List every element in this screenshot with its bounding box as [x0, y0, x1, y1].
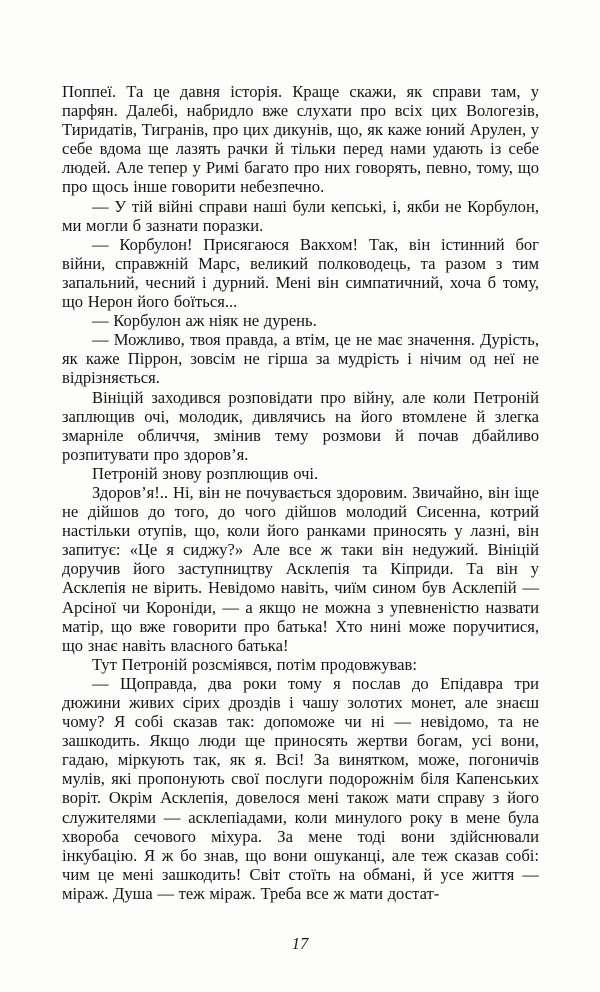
paragraph: — Щоправда, два роки тому я послав до Епідавра три дюжини живих сірих дроздів і чашу золотих монет, але знаєш чому? Я собі сказав так: допоможе чи ні — невідомо, та не зашкодить. Якщо люди ще приносять жертви богам, усі вони, гадаю, міркують так, як я. Всі! За винятком, може, погоничів мулів, які пропонують свої послуги подорожнім біля Капенських воріт. Окрім Асклепія, довелося мені також мати справу з його служителями — асклепіадами, коли минулого року в мене була хвороба сечового міхура. За мене тоді вони здійснювали інкубацію. Я ж бо знав, що вони ошуканці, але теж сказав собі: чим це мені зашкодить! Світ стоїть на обмані, й усе життя — міраж. Душа — теж міраж. Треба все ж мати достат- [62, 673, 539, 903]
paragraph: — У тій війні справи наші були кепські, і, якби не Корбулон, ми могли б зазнати поразки. [62, 196, 539, 235]
paragraph: Вініцій заходився розповідати про війну, але коли Петроній заплющив очі, молодик, дивлячись на його втомлене й злегка змарніле обличчя, змінив тему розмови й почав дбайливо розпитувати про здоров’я. [62, 387, 539, 464]
page-text [62, 82, 539, 903]
paragraph: Петроній знову розплющив очі. [92, 463, 319, 483]
paragraph: — Корбулон! Присягаюся Вакхом! Так, він істинний бог війни, справжній Марс, великий полководець, та разом з тим запальний, чесний і дурний. Мені він симпатичний, хоча б тому, що Нерон його боїться... [62, 234, 539, 312]
page-number: 17 [291, 934, 309, 953]
paragraph: Здоров’я!.. Ні, він не почувається здоровим. Звичайно, він іще не дійшов до того, до чого дійшов молодий Сисенна, котрий настільки отупів, що, коли його ранками приносять у лазні, він запитує: «Це я сиджу?» Але все ж таки він недужий. Вініцій доручив його заступництву Асклепія та Кіприди. Та він у Асклепія не вірить. Невідомо навіть, чиїм сином був Асклепій — Арсіної чи Короніди, — а якщо не можна з упевненістю назвати матір, що вже говорити про батька! Хто нині може поручитися, що знає навіть власного батька! [62, 482, 539, 655]
paragraph: Тут Петроній розсміявся, потім продовжував: [92, 654, 417, 674]
paragraph: Поппеї. Та це давня історія. Краще скажи, як справи там, у парфян. Далебі, набридло вже слухати про всіх цих Вологезів, Тиридатів, Тигранів, про цих дикунів, що, як каже юний Арулен, у себе вдома ще лазять рачки й тільки перед нами удають із себе людей. Але тепер у Римі багато про них говорять, певно, тому, що про щось інше говорити небезпечно. [62, 82, 539, 197]
paragraph: — Корбулон аж ніяк не дурень. [92, 311, 317, 331]
paragraph: — Можливо, твоя правда, а втім, це не має значення. Дурість, як каже Піррон, зовсім не гірша за мудрість і нічим од неї не відрізняється. [62, 330, 539, 388]
